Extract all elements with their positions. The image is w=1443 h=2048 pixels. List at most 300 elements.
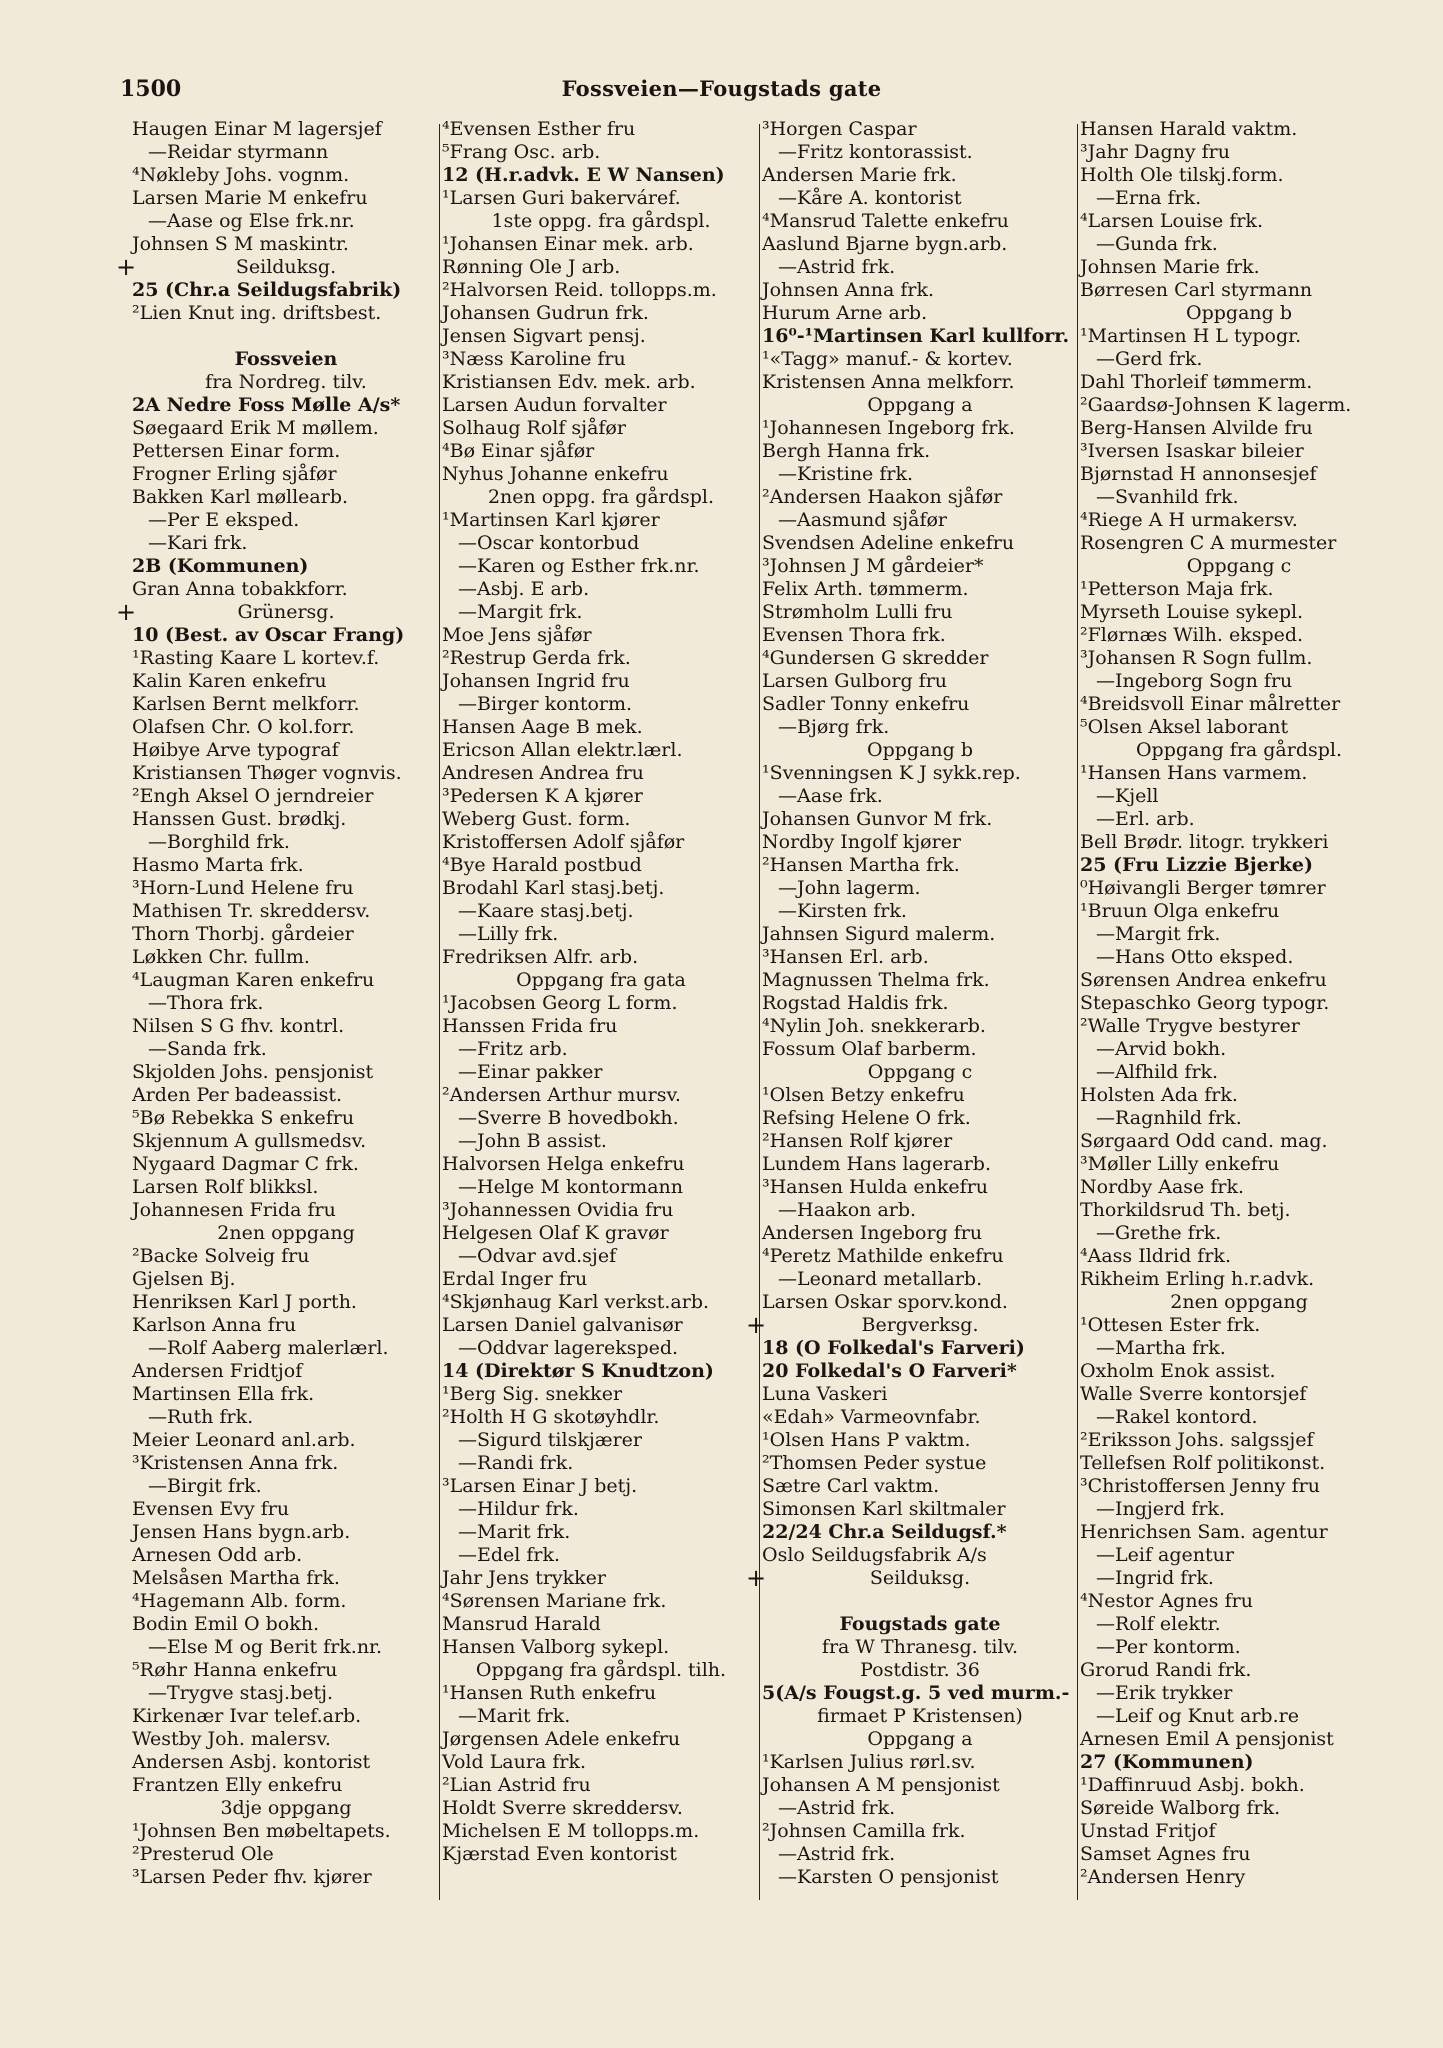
entry-text: ¹Hansen Hans varmem. <box>1080 762 1308 784</box>
directory-entry <box>442 1153 760 1176</box>
entry-text: ³Larsen Einar J betj. <box>442 1475 638 1497</box>
directory-entry <box>442 417 760 440</box>
entry-text: Lundem Hans lagerarb. <box>762 1153 991 1175</box>
directory-entry <box>762 1498 1078 1521</box>
directory-entry <box>132 739 440 762</box>
entry-text: ²Presterud Ole <box>132 1843 274 1865</box>
entry-text: ²Lien Knut ing. driftsbest. <box>132 302 382 324</box>
entry-text: ⁴Nylin Joh. snekkerarb. <box>762 1015 986 1037</box>
entry-text: Larsen Oskar sporv.kond. <box>762 1291 1008 1313</box>
directory-entry <box>442 1406 760 1429</box>
directory-entry <box>1080 164 1398 187</box>
entry-text: ⁴Nøkleby Johs. vognm. <box>132 164 350 186</box>
directory-entry <box>1080 1199 1398 1222</box>
directory-entry <box>762 1107 1078 1130</box>
entry-text: ¹Martinsen H L typogr. <box>1080 325 1302 347</box>
entry-text: —Randi frk. <box>458 1452 574 1474</box>
directory-entry <box>1080 1521 1398 1544</box>
entry-text: ⁵Bø Rebekka S enkefru <box>132 1107 355 1129</box>
entry-text: Johansen Ingrid fru <box>442 670 630 692</box>
address-entry <box>1080 1751 1398 1774</box>
entry-text: ⁴Bye Harald postbud <box>442 854 642 876</box>
directory-entry <box>1080 1843 1398 1866</box>
address-entry <box>1080 854 1398 877</box>
directory-entry <box>762 854 1078 877</box>
directory-entry <box>132 486 440 509</box>
directory-entry <box>762 877 1078 900</box>
directory-entry <box>762 1774 1078 1797</box>
directory-entry <box>132 1475 440 1498</box>
entry-text: —Rolf elektr. <box>1096 1613 1221 1635</box>
entry-text: Oppgang fra gata <box>516 969 686 991</box>
directory-entry <box>1080 1337 1398 1360</box>
entry-text: ¹Petterson Maja frk. <box>1080 578 1274 600</box>
entry-text: Refsing Helene O frk. <box>762 1107 971 1129</box>
entry-text: Fossveien <box>234 348 338 370</box>
entry-text: Holdt Sverre skreddersv. <box>442 1797 683 1819</box>
entry-text: ²Hansen Rolf kjører <box>762 1130 953 1152</box>
blank-line <box>132 325 440 348</box>
entry-text: —Birger kontorm. <box>458 693 633 715</box>
directory-entry <box>442 877 760 900</box>
directory-entry <box>1080 509 1398 532</box>
entry-text: 16⁰-¹Martinsen Karl kullforr. <box>762 325 1070 347</box>
entry-text: —Oddvar lagereksped. <box>458 1337 679 1359</box>
entry-text: Andersen Ingeborg fru <box>762 1222 983 1244</box>
directory-entry <box>442 1705 760 1728</box>
entry-text: —Erna frk. <box>1096 187 1202 209</box>
directory-entry <box>762 647 1078 670</box>
entry-text: ⁰Høivangli Berger tømrer <box>1080 877 1326 899</box>
section-heading <box>442 969 760 992</box>
directory-entry <box>132 417 440 440</box>
directory-entry <box>762 1084 1078 1107</box>
directory-entry <box>442 923 760 946</box>
directory-entry <box>132 187 440 210</box>
entry-text: ¹Martinsen Karl kjører <box>442 509 660 531</box>
directory-entry <box>762 1176 1078 1199</box>
address-entry <box>762 1337 1078 1360</box>
entry-text: 25 (Chr.a Seildugsfabrik) <box>132 279 402 301</box>
entry-text: —Kjell <box>1096 785 1159 807</box>
directory-entry <box>1080 1544 1398 1567</box>
entry-text: —Gerd frk. <box>1096 348 1203 370</box>
entry-text: Johansen Gunvor M frk. <box>762 808 993 830</box>
directory-entry <box>442 1314 760 1337</box>
directory-entry <box>132 1567 440 1590</box>
entry-text: ¹Larsen Guri bakerváref. <box>442 187 681 209</box>
entry-text: Hurum Arne arb. <box>762 302 928 324</box>
entry-text: Mansrud Harald <box>442 1613 601 1635</box>
entry-text: Sætre Carl vaktm. <box>762 1475 940 1497</box>
entry-text: Kristensen Anna melkforr. <box>762 371 1015 393</box>
directory-entry <box>442 1222 760 1245</box>
entry-text: Sørgaard Odd cand. mag. <box>1080 1130 1328 1152</box>
entry-text: —Sanda frk. <box>148 1038 267 1060</box>
entry-text: —Margit frk. <box>458 601 583 623</box>
entry-text: ³Hansen Erl. arb. <box>762 946 929 968</box>
entry-text: Bell Brødr. litogr. trykkeri <box>1080 831 1329 853</box>
section-heading <box>746 1564 1078 1592</box>
directory-entry <box>442 1475 760 1498</box>
directory-entry <box>132 1291 440 1314</box>
directory-entry <box>442 946 760 969</box>
entry-text: Johansen Gudrun frk. <box>442 302 649 324</box>
directory-entry <box>1080 1314 1398 1337</box>
directory-entry <box>132 1659 440 1682</box>
address-entry <box>132 394 440 417</box>
directory-entry <box>442 1107 760 1130</box>
blank-line <box>762 1590 1078 1613</box>
entry-text: ³Johnsen J M gårdeier* <box>762 555 984 577</box>
entry-text: Hansen Valborg sykepl. <box>442 1636 670 1658</box>
entry-text: Seilduksg. <box>235 256 337 278</box>
entry-text: Magnussen Thelma frk. <box>762 969 990 991</box>
entry-text: Børresen Carl styrmann <box>1080 279 1313 301</box>
section-heading <box>1080 739 1398 762</box>
entry-text: 14 (Direktør S Knudtzon) <box>442 1360 714 1382</box>
entry-text: Brodahl Karl stasj.betj. <box>442 877 665 899</box>
page-number: 1500 <box>120 76 182 102</box>
entry-text: ¹Svenningsen K J sykk.rep. <box>762 762 1021 784</box>
entry-text: Hanssen Gust. brødkj. <box>132 808 347 830</box>
directory-entry <box>442 1038 760 1061</box>
directory-entry <box>762 900 1078 923</box>
entry-text: ²Eriksson Johs. salgssjef <box>1080 1429 1314 1451</box>
directory-entry <box>762 1038 1078 1061</box>
directory-entry <box>762 463 1078 486</box>
entry-text: Unstad Fritjof <box>1080 1820 1216 1842</box>
entry-text: Johansen A M pensjonist <box>762 1774 1000 1796</box>
directory-entry <box>762 946 1078 969</box>
entry-text: Mathisen Tr. skreddersv. <box>132 900 371 922</box>
directory-entry <box>132 1199 440 1222</box>
directory-entry <box>1080 1797 1398 1820</box>
entry-text: —Marit frk. <box>458 1705 571 1727</box>
entry-text: Oppgang b <box>1186 302 1292 324</box>
directory-entry <box>132 1774 440 1797</box>
entry-text: ¹Jacobsen Georg L form. <box>442 992 678 1014</box>
entry-text: ²Halvorsen Reid. tollopps.m. <box>442 279 717 301</box>
directory-entry <box>1080 463 1398 486</box>
cross-street-mark-icon: + <box>116 253 137 281</box>
directory-entry <box>762 555 1078 578</box>
section-heading <box>1080 1291 1398 1314</box>
entry-text: 22/24 Chr.a Seildugsf.* <box>762 1521 1007 1543</box>
entry-text: Johnsen Anna frk. <box>762 279 935 301</box>
entry-text: Karlsen Bernt melkforr. <box>132 693 360 715</box>
directory-entry <box>442 1245 760 1268</box>
address-entry <box>762 1521 1078 1544</box>
directory-entry <box>762 1383 1078 1406</box>
entry-text: Erdal Inger fru <box>442 1268 588 1290</box>
directory-entry <box>762 1245 1078 1268</box>
cross-street-mark-icon: + <box>116 598 137 626</box>
directory-entry <box>132 1498 440 1521</box>
entry-text: Myrseth Louise sykepl. <box>1080 601 1304 623</box>
entry-text: 2nen oppgang <box>217 1222 355 1244</box>
entry-text: —Karsten O pensjonist <box>778 1866 999 1888</box>
directory-entry <box>132 946 440 969</box>
entry-text: Kristiansen Thøger vognvis. <box>132 762 402 784</box>
section-heading <box>762 1613 1078 1636</box>
directory-entry <box>132 1130 440 1153</box>
directory-entry <box>442 900 760 923</box>
entry-text: ³Jahr Dagny fru <box>1080 141 1231 163</box>
directory-entry <box>762 992 1078 1015</box>
entry-text: Arnesen Emil A pensjonist <box>1080 1728 1334 1750</box>
directory-entry <box>132 647 440 670</box>
entry-text: Helgesen Olaf K gravør <box>442 1222 669 1244</box>
cross-street-mark-icon: + <box>746 1311 767 1339</box>
directory-entry <box>132 1636 440 1659</box>
directory-entry <box>132 1314 440 1337</box>
directory-entry <box>1080 1383 1398 1406</box>
directory-entry <box>442 1199 760 1222</box>
directory-entry <box>442 1751 760 1774</box>
entry-text: Svendsen Adeline enkefru <box>762 532 1015 554</box>
directory-entry <box>762 578 1078 601</box>
entry-text: Oppgang b <box>867 739 973 761</box>
entry-text: «Edah» Varmeovnfabr. <box>762 1406 981 1428</box>
entry-text: Olafsen Chr. O kol.forr. <box>132 716 355 738</box>
entry-text: ²Andersen Henry <box>1080 1866 1246 1888</box>
entry-text: Evensen Thora frk. <box>762 624 946 646</box>
entry-text: ⁴Hagemann Alb. form. <box>132 1590 347 1612</box>
entry-text: —Kari frk. <box>148 532 248 554</box>
directory-entry <box>442 1797 760 1820</box>
entry-text: Jensen Sigvart pensj. <box>442 325 646 347</box>
directory-entry <box>442 1498 760 1521</box>
entry-text: ¹Johannesen Ingeborg frk. <box>762 417 1015 439</box>
directory-entry <box>1080 923 1398 946</box>
entry-text: —Leif agentur <box>1096 1544 1234 1566</box>
directory-entry <box>132 693 440 716</box>
directory-entry <box>442 854 760 877</box>
directory-entry <box>762 1866 1078 1889</box>
entry-text: —Kåre A. kontorist <box>778 187 962 209</box>
directory-entry <box>132 1843 440 1866</box>
entry-text: —Leif og Knut arb.re <box>1096 1705 1299 1727</box>
directory-entry <box>762 1268 1078 1291</box>
section-heading <box>132 1797 440 1820</box>
entry-text: Evensen Evy fru <box>132 1498 290 1520</box>
directory-entry <box>1080 716 1398 739</box>
directory-entry <box>1080 1038 1398 1061</box>
directory-entry <box>132 440 440 463</box>
directory-entry <box>442 670 760 693</box>
directory-entry <box>1080 900 1398 923</box>
entry-text: Holsten Ada frk. <box>1080 1084 1238 1106</box>
entry-text: Kristoffersen Adolf sjåfør <box>442 831 685 853</box>
directory-entry <box>132 1153 440 1176</box>
directory-entry <box>132 762 440 785</box>
directory-entry <box>1080 279 1398 302</box>
directory-entry <box>762 279 1078 302</box>
entry-text: Nordby Ingolf kjører <box>762 831 961 853</box>
directory-entry <box>762 1222 1078 1245</box>
section-heading <box>762 394 1078 417</box>
entry-text: ⁴Nestor Agnes fru <box>1080 1590 1253 1612</box>
entry-text: —Reidar styrmann <box>148 141 329 163</box>
directory-entry <box>762 923 1078 946</box>
directory-entry <box>1080 992 1398 1015</box>
directory-entry <box>132 877 440 900</box>
directory-entry <box>442 1521 760 1544</box>
entry-text: ¹Berg Sig. snekker <box>442 1383 623 1405</box>
entry-text: —Thora frk. <box>148 992 264 1014</box>
section-heading <box>762 739 1078 762</box>
entry-text: Hansen Harald vaktm. <box>1080 118 1298 140</box>
directory-entry <box>132 210 440 233</box>
directory-entry <box>442 1636 760 1659</box>
address-entry <box>132 555 440 578</box>
directory-entry <box>442 785 760 808</box>
entry-text: ⁴Gundersen G skredder <box>762 647 989 669</box>
directory-entry <box>442 141 760 164</box>
directory-entry <box>762 601 1078 624</box>
entry-text: ³Johannessen Ovidia fru <box>442 1199 674 1221</box>
directory-entry <box>442 1291 760 1314</box>
directory-entry <box>442 1843 760 1866</box>
directory-entry <box>132 1521 440 1544</box>
entry-text: —Astrid frk. <box>778 256 896 278</box>
directory-entry <box>762 762 1078 785</box>
entry-text: Andersen Marie frk. <box>762 164 957 186</box>
directory-entry <box>442 1567 760 1590</box>
directory-entry <box>1080 1015 1398 1038</box>
entry-text: Oppgang a <box>867 394 973 416</box>
entry-text: Grorud Randi frk. <box>1080 1659 1252 1681</box>
directory-entry <box>132 141 440 164</box>
entry-text: Høibye Arve typograf <box>132 739 339 761</box>
entry-text: Larsen Rolf blikksl. <box>132 1176 319 1198</box>
directory-entry <box>1080 1866 1398 1889</box>
entry-text: Skjennum A gullsmedsv. <box>132 1130 367 1152</box>
directory-entry <box>1080 325 1398 348</box>
address-entry <box>762 1682 1078 1705</box>
directory-entry <box>132 1544 440 1567</box>
entry-text: 3dje oppgang <box>220 1797 352 1819</box>
entry-text: ²Walle Trygve bestyrer <box>1080 1015 1300 1037</box>
section-heading <box>442 486 760 509</box>
directory-entry <box>442 532 760 555</box>
entry-text: ⁴Skjønhaug Karl verkst.arb. <box>442 1291 710 1313</box>
directory-entry <box>132 785 440 808</box>
entry-text: —Fritz kontorassist. <box>778 141 973 163</box>
directory-entry <box>1080 1567 1398 1590</box>
address-entry <box>132 279 440 302</box>
directory-entry <box>1080 1613 1398 1636</box>
directory-entry <box>442 1590 760 1613</box>
directory-entry <box>762 509 1078 532</box>
entry-text: ⁴Breidsvoll Einar målretter <box>1080 693 1341 715</box>
directory-entry <box>442 647 760 670</box>
entry-text: Halvorsen Helga enkefru <box>442 1153 685 1175</box>
entry-text: Westby Joh. malersv. <box>132 1728 331 1750</box>
directory-entry <box>442 1176 760 1199</box>
directory-entry <box>132 1682 440 1705</box>
directory-entry <box>762 141 1078 164</box>
directory-entry <box>1080 371 1398 394</box>
directory-entry <box>132 992 440 1015</box>
entry-text: ²Engh Aksel O jerndreier <box>132 785 374 807</box>
entry-text: Arnesen Odd arb. <box>132 1544 303 1566</box>
directory-entry <box>762 1797 1078 1820</box>
directory-entry <box>132 463 440 486</box>
address-entry <box>132 624 440 647</box>
entry-text: ⁴Sørensen Mariane frk. <box>442 1590 667 1612</box>
entry-text: ²Andersen Haakon sjåfør <box>762 486 1003 508</box>
column-2 <box>442 118 760 2018</box>
directory-entry <box>1080 1130 1398 1153</box>
entry-text: Michelsen E M tollopps.m. <box>442 1820 700 1842</box>
directory-entry <box>132 808 440 831</box>
entry-text: Nygaard Dagmar C frk. <box>132 1153 359 1175</box>
entry-text: Solhaug Rolf sjåfør <box>442 417 626 439</box>
directory-entry <box>1080 647 1398 670</box>
entry-text: ⁴Aass Ildrid frk. <box>1080 1245 1231 1267</box>
entry-text: ¹Ottesen Ester frk. <box>1080 1314 1261 1336</box>
entry-text: ²Thomsen Peder systue <box>762 1452 987 1474</box>
entry-text: 1ste oppg. fra gårdspl. <box>491 210 711 232</box>
entry-text: Sørensen Andrea enkefru <box>1080 969 1327 991</box>
cross-street-mark-icon: + <box>746 1564 767 1592</box>
address-entry <box>442 1360 760 1383</box>
entry-text: Jørgensen Adele enkefru <box>442 1728 681 1750</box>
entry-text: —Birgit frk. <box>148 1475 262 1497</box>
directory-entry <box>442 808 760 831</box>
directory-entry <box>1080 670 1398 693</box>
entry-text: Nyhus Johanne enkefru <box>442 463 669 485</box>
directory-entry <box>1080 1429 1398 1452</box>
entry-text: Thorn Thorbj. gårdeier <box>132 923 354 945</box>
entry-text: —Hildur frk. <box>458 1498 579 1520</box>
directory-entry <box>1080 187 1398 210</box>
entry-text: —Alfhild frk. <box>1096 1061 1219 1083</box>
entry-text: Fossum Olaf barberm. <box>762 1038 977 1060</box>
entry-text: —Oscar kontorbud <box>458 532 640 554</box>
directory-entry <box>442 716 760 739</box>
directory-entry <box>442 279 760 302</box>
entry-text: Bakken Karl møllearb. <box>132 486 349 508</box>
entry-text: Bjørnstad H annonsesjef <box>1080 463 1317 485</box>
directory-entry <box>1080 210 1398 233</box>
entry-text: —John lagerm. <box>778 877 921 899</box>
directory-entry <box>442 1130 760 1153</box>
entry-text: Løkken Chr. fullm. <box>132 946 310 968</box>
entry-text: Henriksen Karl J porth. <box>132 1291 357 1313</box>
directory-entry <box>442 1544 760 1567</box>
directory-entry <box>442 1820 760 1843</box>
entry-text: ³Iversen Isaskar bileier <box>1080 440 1304 462</box>
directory-entry <box>132 1337 440 1360</box>
entry-text: Skjolden Johs. pensjonist <box>132 1061 374 1083</box>
entry-text: ²Flørnæs Wilh. eksped. <box>1080 624 1304 646</box>
directory-entry <box>1080 1222 1398 1245</box>
directory-entry <box>1080 1406 1398 1429</box>
entry-text: ⁴Riege A H urmakersv. <box>1080 509 1298 531</box>
directory-entry <box>762 532 1078 555</box>
entry-text: Strømholm Lulli fru <box>762 601 953 623</box>
directory-entry <box>132 118 440 141</box>
directory-entry <box>132 1590 440 1613</box>
section-heading <box>762 1636 1078 1659</box>
entry-text: ¹Olsen Hans P vaktm. <box>762 1429 971 1451</box>
entry-text: —Kirsten frk. <box>778 900 907 922</box>
entry-text: ²Hansen Martha frk. <box>762 854 960 876</box>
entry-text: —Ingjerd frk. <box>1096 1498 1225 1520</box>
